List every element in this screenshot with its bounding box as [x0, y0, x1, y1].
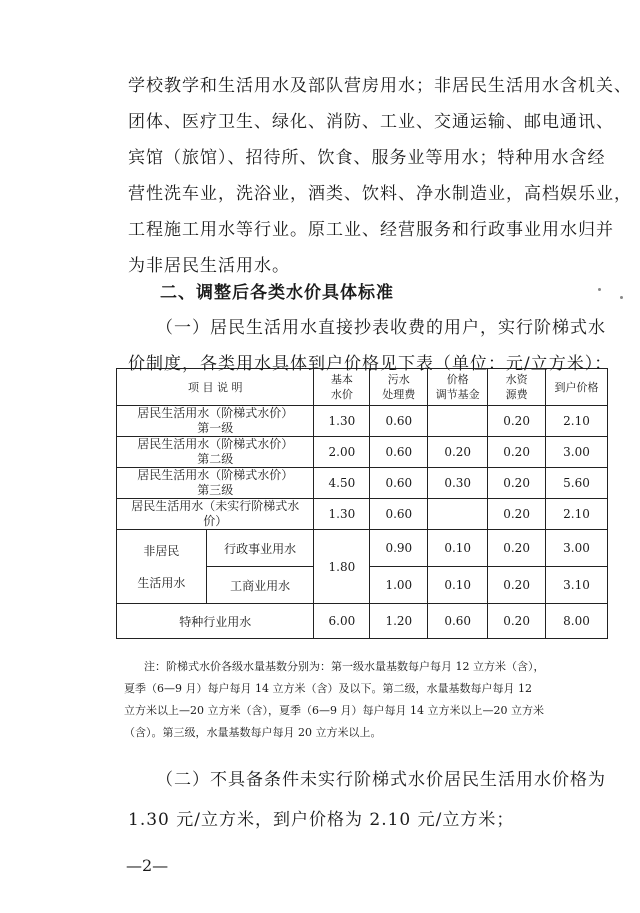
note-line: 立方米以上—20 立方米（含），夏季（6—9 月）每户每月 14 立方米以上—20 立方米 [124, 704, 544, 717]
cell-fund: 0.60 [428, 604, 488, 639]
cell-sewage: 0.60 [370, 468, 428, 499]
text-line: （二）不具备条件未实行阶梯式水价居民生活用水价格为 [156, 770, 606, 790]
cell-base: 2.00 [314, 437, 370, 468]
scan-speck [620, 296, 623, 299]
page-number: —2— [126, 856, 169, 875]
header-sewage-fee: 污水 处理费 [370, 369, 428, 406]
cell-sewage: 1.20 [370, 604, 428, 639]
cell-final: 5.60 [546, 468, 608, 499]
cell-sewage: 0.60 [370, 406, 428, 437]
cell-sewage: 0.90 [370, 530, 428, 567]
text-line: 营性洗车业，洗浴业，酒类、饮料、净水制造业，高档娱乐业， [128, 184, 632, 204]
row-label: 居民生活用水（阶梯式水价） 第三级 [117, 468, 314, 499]
cell-final: 3.00 [546, 437, 608, 468]
row-label: 居民生活用水（未实行阶梯式水 价） [117, 499, 314, 530]
table-note [124, 656, 612, 744]
text-line: 为非居民生活用水。 [128, 256, 290, 276]
cell-base: 4.50 [314, 468, 370, 499]
cell-fund: 0.10 [428, 567, 488, 604]
cell-resource: 0.20 [488, 468, 546, 499]
section-heading: 二、调整后各类水价具体标准 [160, 283, 394, 303]
cell-resource: 0.20 [488, 406, 546, 437]
text-line: 团体、医疗卫生、绿化、消防、工业、交通运输、邮电通讯、 [128, 112, 614, 132]
note-line: （含）。第三级，水量基数每户每月 20 立方米以上。 [124, 726, 382, 739]
cell-final: 3.00 [546, 530, 608, 567]
cell-resource: 0.20 [488, 604, 546, 639]
table-row [117, 530, 608, 567]
cell-resource: 0.20 [488, 567, 546, 604]
paragraph-water-categories [128, 68, 632, 284]
header-base-price: 基本 水价 [314, 369, 370, 406]
text-line: 价制度，各类用水具体到户价格见下表（单位：元/立方米）： [128, 354, 613, 374]
price-table [116, 368, 608, 639]
table-header-row [117, 369, 608, 406]
group-label-non-resident: 非居民 生活用水 [117, 530, 207, 604]
text-line: 宾馆（旅馆）、招待所、饮食、服务业等用水；特种用水含经 [128, 148, 606, 168]
cell-base: 6.00 [314, 604, 370, 639]
table-row [117, 406, 608, 437]
cell-base: 1.80 [314, 530, 370, 604]
cell-resource: 0.20 [488, 530, 546, 567]
note-line: 夏季（6—9 月）每户每月 14 立方米（含）及以下。第二级，水量基数每户每月 12 [124, 682, 532, 695]
cell-fund [428, 406, 488, 437]
row-label: 特种行业用水 [117, 604, 314, 639]
cell-final: 2.10 [546, 499, 608, 530]
row-label: 居民生活用水（阶梯式水价） 第二级 [117, 437, 314, 468]
note-line: 注：阶梯式水价各级水量基数分别为：第一级水量基数每户每月 12 立方米（含）， [144, 660, 545, 673]
cell-fund [428, 499, 488, 530]
header-water-resource-fee: 水资 源费 [488, 369, 546, 406]
header-price-fund: 价格 调节基金 [428, 369, 488, 406]
header-final-price: 到户价格 [546, 369, 608, 406]
cell-fund: 0.20 [428, 437, 488, 468]
text-line: 工程施工用水等行业。原工业、经营服务和行政事业用水归并 [128, 220, 614, 240]
text-line: 学校教学和生活用水及部队营房用水；非居民生活用水含机关、 [128, 76, 632, 96]
table-row [117, 499, 608, 530]
text-line: 1.30 元/立方米，到户价格为 2.10 元/立方米； [128, 810, 515, 830]
cell-final: 8.00 [546, 604, 608, 639]
header-item: 项 目 说 明 [117, 369, 314, 406]
paragraph-non-tiered-pricing [128, 760, 606, 840]
row-label: 工商业用水 [206, 567, 314, 604]
row-label: 居民生活用水（阶梯式水价） 第一级 [117, 406, 314, 437]
cell-base: 1.30 [314, 406, 370, 437]
cell-resource: 0.20 [488, 499, 546, 530]
cell-resource: 0.20 [488, 437, 546, 468]
cell-sewage: 0.60 [370, 437, 428, 468]
cell-fund: 0.10 [428, 530, 488, 567]
cell-sewage: 0.60 [370, 499, 428, 530]
cell-final: 2.10 [546, 406, 608, 437]
cell-final: 3.10 [546, 567, 608, 604]
table-row [117, 604, 608, 639]
table-row [117, 437, 608, 468]
text-line: （一）居民生活用水直接抄表收费的用户，实行阶梯式水 [156, 318, 606, 338]
row-label: 行政事业用水 [206, 530, 314, 567]
scan-speck [598, 288, 601, 291]
cell-fund: 0.30 [428, 468, 488, 499]
cell-sewage: 1.00 [370, 567, 428, 604]
table-row [117, 468, 608, 499]
cell-base: 1.30 [314, 499, 370, 530]
